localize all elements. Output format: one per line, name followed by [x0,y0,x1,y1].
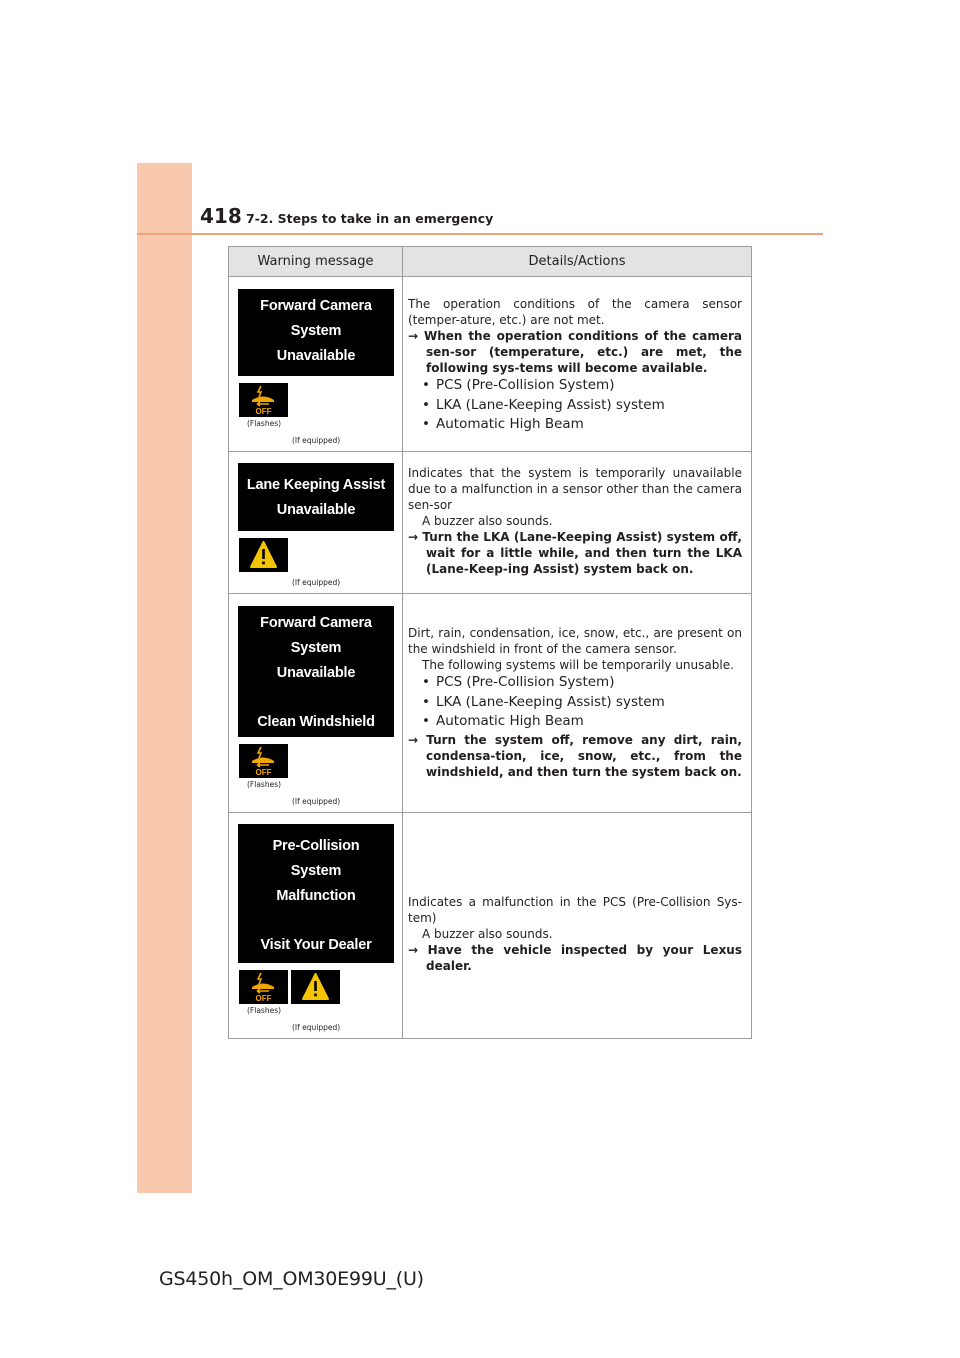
flashes-label: (Flashes) [247,419,282,428]
if-equipped-label: (If equipped) [292,1023,341,1032]
bullet-item: • PCS (Pre-Collision System) [422,377,615,393]
table-header-row [229,247,752,277]
bullet-item: • Automatic High Beam [422,713,584,729]
display-line: Forward Camera [260,615,372,631]
col-header-details: Details/Actions [403,247,752,277]
table-row [229,277,752,452]
pcs-off-indicator-icon [239,970,288,1004]
action-text: → Turn the LKA (Lane-Keeping Assist) system off, wait for a little while, and then turn the LKA (Lane-Keep-ing Assist) system back on. [408,530,742,576]
footer-doc-id: GS450h_OM_OM30E99U_(U) [159,1268,424,1290]
display-screen [238,606,394,737]
col-header-message: Warning message [229,247,403,277]
note-text: A buzzer also sounds. [422,514,553,528]
bullet-item: • Automatic High Beam [422,416,584,432]
display-line: Forward Camera [260,298,372,314]
off-label: OFF [255,768,272,777]
warning-image-cell [229,452,403,594]
details-text: The operation conditions of the camera sensor (temper-ature, etc.) are not met. [408,297,742,327]
display-line: Malfunction [276,888,356,904]
action-text: → When the operation conditions of the camera sen-sor (temperature, etc.) are met, the following sys-tems will become available. [408,329,742,375]
table-row [229,452,752,594]
details-cell [403,277,752,452]
if-equipped-label: (If equipped) [292,436,341,445]
table-row [229,594,752,813]
details-cell [403,594,752,813]
pcs-off-indicator-icon [239,744,288,778]
flashes-label: (Flashes) [247,780,282,789]
display-line: Unavailable [276,348,356,364]
page-header [200,204,820,234]
details-cell [403,452,752,594]
display-screen [238,824,394,963]
table-row [229,813,752,1039]
display-line: System [290,640,342,656]
action-text: → Turn the system off, remove any dirt, rain, condensa-tion, ice, snow, etc., from the windshield, and then turn the system back on. [408,732,742,779]
display-line: Clean Windshield [257,714,375,730]
flashes-label: (Flashes) [247,1006,282,1015]
display-screen [238,289,394,376]
bullet-item: • LKA (Lane-Keeping Assist) system [422,396,665,413]
off-label: OFF [255,407,272,416]
warning-image-cell [229,277,403,452]
page-number: 418 [200,204,242,228]
header-rule [137,233,823,235]
display-line: System [290,323,342,339]
warning-triangle-icon [291,970,340,1004]
display-line: Visit Your Dealer [260,937,372,953]
display-screen [238,463,394,531]
action-text: → Have the vehicle inspected by your Lexus dealer. [408,943,742,973]
note-text: A buzzer also sounds. [422,927,553,941]
details-text: Dirt, rain, condensation, ice, snow, etc., are present on the windshield in front of the camera sensor. [408,626,742,656]
note-text: The following systems will be temporarily unusable. [422,658,734,672]
details-text: Indicates that the system is temporarily unavailable due to a malfunction in a sensor other than the camera sen-sor [408,466,742,512]
pcs-off-indicator-icon [239,383,288,417]
side-band [137,163,192,1193]
details-cell [403,813,752,1039]
display-line: Pre-Collision [272,838,360,854]
warning-image-cell [229,813,403,1039]
display-line: System [290,863,342,879]
warning-image-cell [229,594,403,813]
display-line: Lane Keeping Assist [246,477,386,493]
details-text: Indicates a malfunction in the PCS (Pre-Collision Sys-tem) [408,895,742,925]
warning-table [228,246,752,1039]
display-line: Unavailable [276,665,356,681]
off-label: OFF [255,994,272,1003]
section-title: 7-2. Steps to take in an emergency [246,211,494,226]
warning-triangle-icon [239,538,288,572]
bullet-item: • LKA (Lane-Keeping Assist) system [422,693,665,710]
if-equipped-label: (If equipped) [292,578,341,587]
display-line: Unavailable [276,502,356,518]
if-equipped-label: (If equipped) [292,797,341,806]
bullet-item: • PCS (Pre-Collision System) [422,674,615,690]
